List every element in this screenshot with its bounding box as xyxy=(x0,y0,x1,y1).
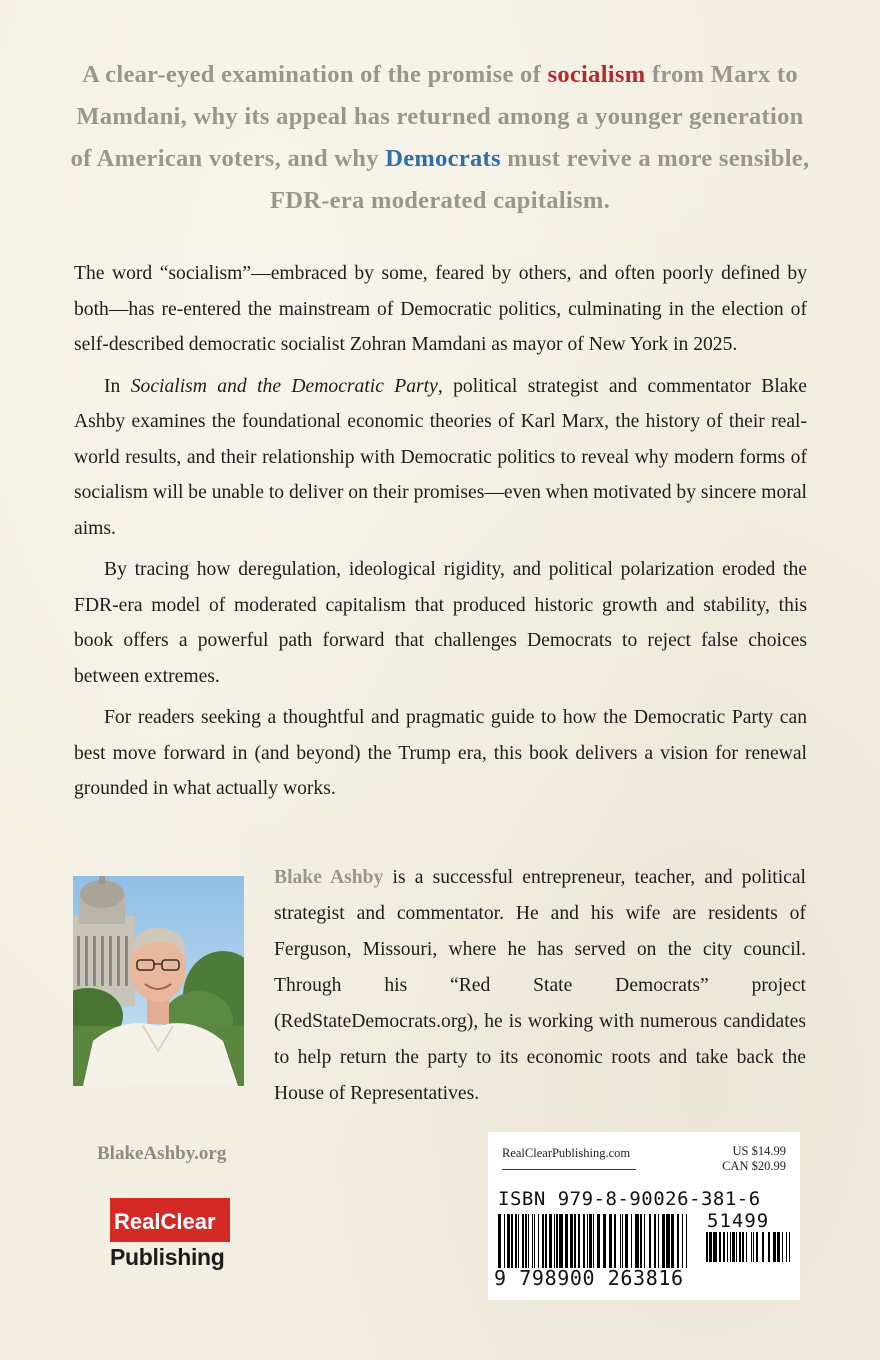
description-paragraph-2 xyxy=(74,369,807,547)
paragraph-text: , political strategist and commentator Blake Ashby examines the foundational economic theories of Karl Marx, the history of their real-world results, and their relationship with Democratic politics to reveal why modern forms of socialism will be unable to deliver on their promises—even when motivated by sincere moral aims. xyxy=(74,375,807,539)
barcode-bar xyxy=(736,1232,737,1262)
barcode-bar xyxy=(686,1214,687,1268)
barcode-bar xyxy=(658,1214,659,1268)
barcode-bar xyxy=(597,1214,600,1268)
barcode-bar xyxy=(603,1214,606,1268)
barcode-bar xyxy=(677,1214,679,1268)
tagline-text: from Marx to Mamdani, why its appeal has returned among a younger generation of American voters, and why xyxy=(70,61,804,172)
barcode-bar xyxy=(635,1214,639,1268)
barcode-bar xyxy=(534,1214,535,1268)
barcode-bar xyxy=(727,1232,728,1262)
barcode-bar xyxy=(768,1232,770,1262)
barcode-bar xyxy=(554,1214,555,1268)
barcode-bar xyxy=(682,1214,683,1268)
barcode-bar xyxy=(782,1232,783,1262)
barcode-bar xyxy=(746,1232,747,1262)
tagline-democrats: Democrats xyxy=(385,145,501,172)
barcode-bar xyxy=(589,1214,592,1268)
barcode-bar xyxy=(570,1214,573,1268)
barcode-bar xyxy=(525,1214,527,1268)
price-code: 51499 xyxy=(707,1210,770,1232)
barcode-bar xyxy=(507,1214,510,1268)
barcode-bar xyxy=(666,1214,670,1268)
barcode-digits: 9 798900 263816 xyxy=(494,1266,684,1290)
book-description xyxy=(74,256,807,813)
barcode-bar xyxy=(587,1214,588,1268)
tagline-socialism: socialism xyxy=(547,61,646,88)
publisher-logo-bottom: Publishing xyxy=(110,1244,225,1270)
barcode-bar xyxy=(753,1232,754,1262)
publisher-logo xyxy=(110,1198,234,1271)
barcode-bar xyxy=(713,1232,717,1262)
author-photo xyxy=(73,876,244,1086)
barcode-bar xyxy=(625,1214,628,1268)
barcode-bar xyxy=(730,1232,731,1262)
tagline-text: must revive a more sensible, FDR-era moderated capitalism. xyxy=(269,145,810,214)
book-title: Socialism and the Democratic Party xyxy=(130,375,438,397)
barcode-bar xyxy=(574,1214,576,1268)
tagline xyxy=(70,54,810,222)
barcode-bar xyxy=(777,1232,780,1262)
barcode-bar xyxy=(522,1214,524,1268)
barcode-bar xyxy=(538,1214,539,1268)
publisher-logo-top: RealClear xyxy=(110,1198,230,1242)
barcode-bar xyxy=(583,1214,585,1268)
barcode-bar xyxy=(751,1232,752,1262)
barcode-bar xyxy=(640,1214,642,1268)
paragraph-text: In xyxy=(104,375,131,397)
barcode-bar xyxy=(622,1214,623,1268)
barcode-bar xyxy=(545,1214,547,1268)
barcode-bar xyxy=(614,1214,616,1268)
barcode-bar xyxy=(518,1214,519,1268)
barcode-bar xyxy=(498,1214,501,1268)
barcode-bar xyxy=(786,1232,787,1262)
barcode-bar xyxy=(609,1214,612,1268)
barcode-bar xyxy=(556,1214,558,1268)
barcode-bar xyxy=(532,1214,533,1268)
description-paragraph-3: By tracing how deregulation, ideological rigidity, and political polarization eroded the FDR-era model of moderated capitalism that produced historic growth and stability, this book offers a powerful path forward that challenges Democrats to reject false choices between extremes. xyxy=(74,559,807,687)
barcode-bar xyxy=(565,1214,568,1268)
barcode-bar xyxy=(654,1214,656,1268)
barcode-bar xyxy=(549,1214,552,1268)
publisher-url: RealClearPublishing.com xyxy=(502,1146,631,1160)
barcode-bar xyxy=(511,1214,513,1268)
price-us: US $14.99 xyxy=(732,1144,786,1158)
barcode-bar xyxy=(756,1232,758,1262)
barcode-bar xyxy=(739,1232,741,1262)
barcode-bar xyxy=(773,1232,776,1262)
isbn-text: ISBN 979-8-90026-381-6 xyxy=(498,1188,761,1210)
description-paragraph-1: The word “socialism”—embraced by some, feared by others, and often poorly defined by both—has re-entered the mainstream of Democratic politics, culminating in the election of self-described democratic socialist Zohran Mamdani as mayor of New York in 2025. xyxy=(74,263,807,355)
barcode-bar xyxy=(559,1214,563,1268)
barcode-bar xyxy=(742,1232,744,1262)
barcode-bar xyxy=(662,1214,665,1268)
barcode-bar xyxy=(706,1232,708,1262)
barcode-bar xyxy=(631,1214,632,1268)
author-website[interactable]: BlakeAshby.org xyxy=(97,1143,227,1164)
barcode-bar xyxy=(528,1214,529,1268)
barcode-bar xyxy=(723,1232,725,1262)
barcode-bar xyxy=(709,1232,712,1262)
author-bio-text: is a successful entrepreneur, teacher, and political strategist and commentator. He and his wife are residents of Ferguson, Missouri, where he has served on the city council. Through his “Red State Democrats” project (RedStateDemocrats.org), he is working with numerous candidates to help return the party to its economic roots and take back the House of Representatives. xyxy=(274,867,806,1104)
tagline-text: A clear-eyed examination of the promise of xyxy=(82,61,548,88)
barcode-bar xyxy=(578,1214,580,1268)
barcode-bar xyxy=(644,1214,645,1268)
author-name: Blake Ashby xyxy=(274,867,384,888)
barcode-bar xyxy=(515,1214,517,1268)
barcode-bar xyxy=(762,1232,764,1262)
barcode-bar xyxy=(504,1214,505,1268)
barcode-bar xyxy=(671,1214,674,1268)
barcode-bar xyxy=(719,1232,721,1262)
author-bio xyxy=(274,860,806,1112)
description-paragraph-4: For readers seeking a thoughtful and pragmatic guide to how the Democratic Party can best move forward in (and beyond) the Trump era, this book delivers a vision for renewal grounded in what actually works. xyxy=(74,707,807,799)
barcode-bar xyxy=(620,1214,621,1268)
barcode-box xyxy=(488,1132,800,1300)
price-can: CAN $20.99 xyxy=(722,1159,786,1173)
barcode-bar xyxy=(593,1214,594,1268)
barcode-bar xyxy=(542,1214,544,1268)
barcode-bar xyxy=(732,1232,735,1262)
barcode-bar xyxy=(649,1214,651,1268)
barcode-bar xyxy=(789,1232,790,1262)
